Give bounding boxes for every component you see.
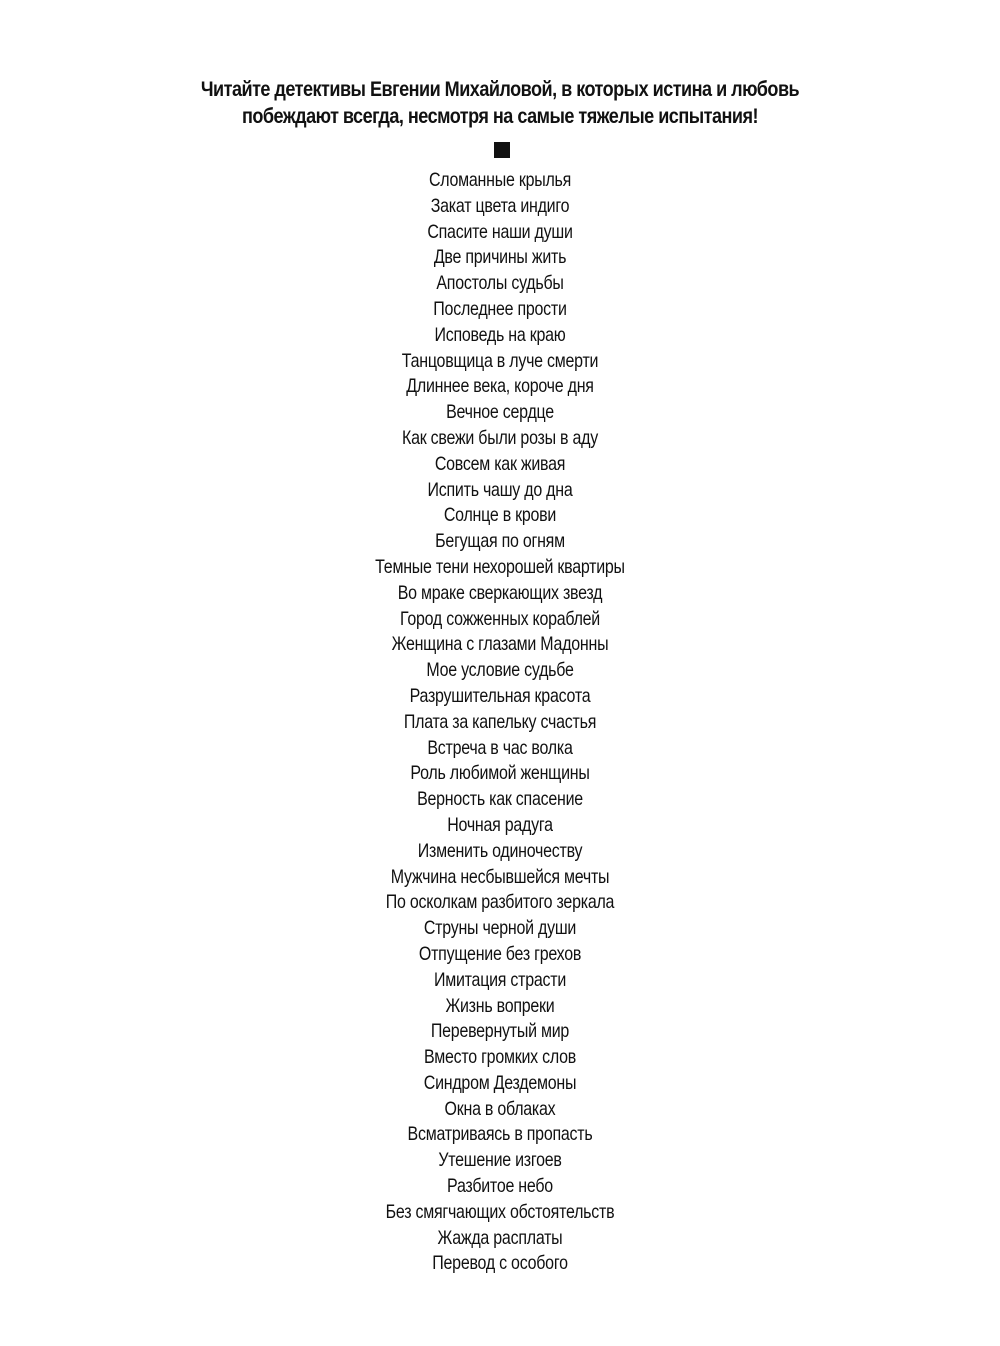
book-title: Без смягчающих обстоятельств (385, 1200, 615, 1223)
book-title: По осколкам разбитого зеркала (385, 891, 615, 914)
book-title: Последнее прости (433, 297, 567, 320)
book-title: Жизнь вопреки (445, 994, 555, 1017)
book-title: Вместо громких слов (423, 1046, 577, 1069)
book-title: Синдром Дездемоны (423, 1071, 577, 1094)
book-title: Плата за капельку счастья (403, 710, 597, 733)
book-title: Танцовщица в луче смерти (401, 349, 599, 372)
book-title: Солнце в крови (443, 504, 557, 527)
book-title: Отпущение без грехов (418, 942, 582, 965)
book-title: Совсем как живая (434, 452, 566, 475)
book-title: Разбитое небо (447, 1175, 553, 1198)
book-title: Длиннее века, короче дня (406, 375, 594, 398)
book-title: Закат цвета индиго (430, 194, 570, 217)
book-title: Разрушительная красота (409, 684, 591, 707)
book-title: Как свежи были розы в аду (402, 426, 598, 449)
book-list (90, 168, 910, 1277)
black-square-icon (494, 142, 510, 158)
book-title: Испить чашу до дна (427, 478, 573, 501)
book-title: Ночная радуга (447, 813, 553, 836)
book-title: Имитация страсти (433, 968, 567, 991)
book-title: Окна в облаках (444, 1097, 556, 1120)
book-title: Струны черной души (423, 917, 577, 940)
book-title: Перевернутый мир (430, 1020, 570, 1043)
header-line-1: Читайте детективы Евгении Михайловой, в которых истина и любовь (200, 78, 800, 101)
book-title: Две причины жить (433, 246, 567, 269)
book-title: Вечное сердце (446, 401, 554, 424)
book-title: Встреча в час волка (427, 736, 573, 759)
book-title: Во мраке сверкающих звезд (397, 581, 603, 604)
book-title: Роль любимой женщины (410, 762, 590, 785)
book-title: Мужчина несбывшейся мечты (390, 865, 610, 888)
book-title: Исповедь на краю (434, 323, 566, 346)
book-title: Перевод с особого (432, 1252, 568, 1275)
book-title: Мое условие судьбе (426, 659, 574, 682)
book-title: Всматриваясь в пропасть (407, 1123, 593, 1146)
book-title: Город сожженных кораблей (399, 607, 601, 630)
header-text (70, 76, 930, 130)
book-title: Утешение изгоев (438, 1149, 562, 1172)
book-title: Апостолы судьбы (436, 272, 564, 295)
book-title: Сломанные крылья (428, 169, 572, 191)
book-title: Спасите наши души (427, 220, 573, 243)
book-title: Верность как спасение (417, 788, 583, 811)
book-title: Темные тени нехорошей квартиры (375, 555, 625, 578)
book-title: Изменить одиночеству (417, 839, 583, 862)
header-line-2: побеждают всегда, несмотря на самые тяжелые испытания! (242, 105, 758, 128)
book-title: Жажда расплаты (437, 1226, 563, 1249)
book-title: Бегущая по огням (435, 530, 565, 553)
book-title: Женщина с глазами Мадонны (391, 633, 609, 656)
